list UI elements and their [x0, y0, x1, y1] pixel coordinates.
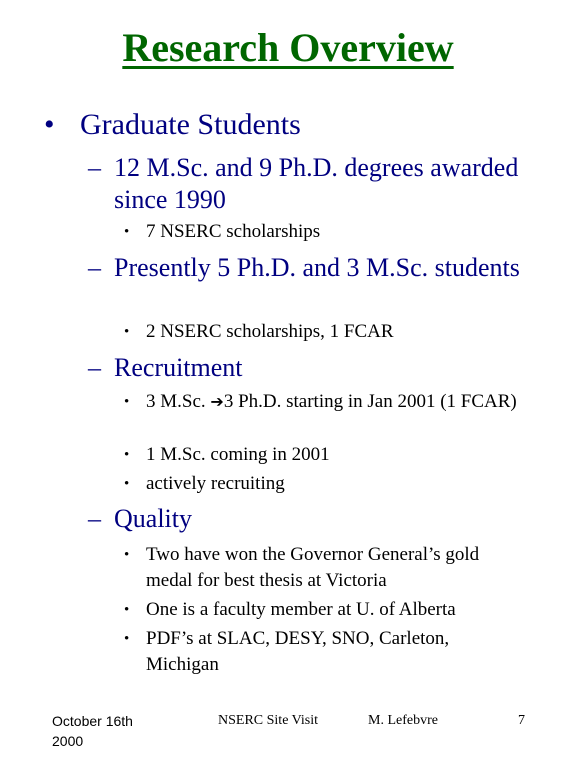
subbullet-quality: – Quality — [88, 504, 192, 533]
bullet-dot-icon: • — [124, 394, 130, 410]
bullet-dot-icon: • — [124, 547, 130, 563]
footer-page-number: 7 — [518, 713, 525, 728]
footer-event: NSERC Site Visit — [218, 713, 319, 728]
bullet-dot-icon: • — [124, 602, 130, 618]
bullet-dot-icon: • — [124, 631, 130, 647]
dash-icon: – — [88, 253, 101, 282]
bullet-dot-icon: • — [124, 476, 130, 492]
item-quality-faculty: • One is a faculty member at U. of Alberta — [124, 597, 524, 623]
subbullet-recruitment: – Recruitment — [88, 353, 243, 382]
item-quality-pdfs: • PDF’s at SLAC, DESY, SNO, Carleton, Michigan — [124, 628, 450, 675]
slide-title: Research Overview — [122, 25, 454, 70]
bullet-dot-icon: • — [44, 108, 55, 141]
right-arrow-icon: ➔ — [210, 392, 224, 411]
dash-icon: – — [88, 153, 101, 182]
item-recruit-msc-2001: • 1 M.Sc. coming in 2001 — [124, 442, 524, 468]
dash-icon: – — [88, 353, 101, 382]
item-recruit-active: • actively recruiting — [124, 471, 524, 497]
footer-date: October 16th 2000 — [52, 713, 133, 749]
bullet-dot-icon: • — [124, 324, 130, 340]
bullet-dot-icon: • — [124, 447, 130, 463]
item-recruit-msc-phd: • 3 M.Sc. ➔3 Ph.D. starting in Jan 2001 (1 FCAR) — [124, 389, 524, 415]
item-present-scholarships: • 2 NSERC scholarships, 1 FCAR — [124, 319, 524, 345]
footer-author: M. Lefebvre — [368, 713, 438, 728]
subbullet-present: – Presently 5 Ph.D. and 3 M.Sc. students — [88, 253, 520, 282]
subbullet-degrees: – 12 M.Sc. and 9 Ph.D. degrees awarded since 1990 — [88, 153, 519, 214]
item-degrees-scholarships: • 7 NSERC scholarships — [124, 219, 524, 245]
item-quality-medal: • Two have won the Governor General’s gold medal for best thesis at Victoria — [124, 544, 480, 591]
bullet-dot-icon: • — [124, 224, 130, 240]
dash-icon: – — [88, 504, 101, 533]
